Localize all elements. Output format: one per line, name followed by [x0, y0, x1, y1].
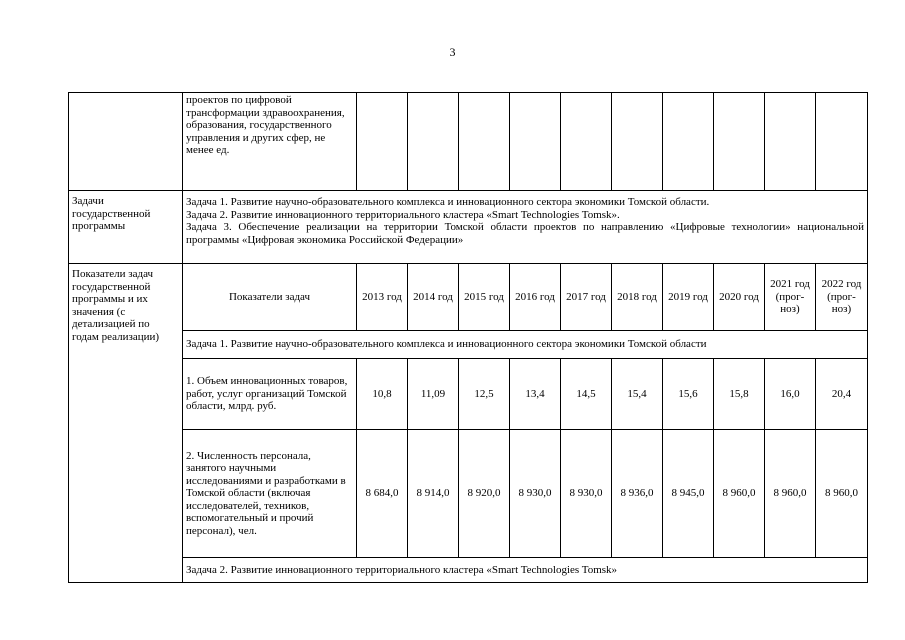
empty-value-cell [459, 93, 510, 191]
year-header: 2021 год (прог-ноз) [765, 264, 816, 331]
indicator-value: 10,8 [357, 359, 408, 430]
empty-value-cell [714, 93, 765, 191]
indicator-row [69, 359, 868, 430]
indicator-row [69, 430, 868, 558]
task-item: Задача 2. Развитие инновационного территориального кластера «Smart Technologies Tomsk». [186, 208, 620, 221]
indicator-name: 2. Численность персонала, занятого научными исследованиями и разработками в Томской области (включая исследователей, техников, вспомогательный и прочий персонал), чел. [183, 430, 357, 558]
indicator-value: 8 684,0 [357, 430, 408, 558]
task2-title-row [69, 558, 868, 583]
indicator-value: 8 945,0 [663, 430, 714, 558]
year-header: 2018 год [612, 264, 663, 331]
year-header: 2014 год [408, 264, 459, 331]
indicator-value: 13,4 [510, 359, 561, 430]
indicators-label: Показатели задач государственной программы и их значения (с детализацией по годам реализации) [69, 264, 183, 583]
indicator-value: 8 960,0 [765, 430, 816, 558]
year-header: 2019 год [663, 264, 714, 331]
year-header: 2020 год [714, 264, 765, 331]
empty-value-cell [765, 93, 816, 191]
indicator-value: 11,09 [408, 359, 459, 430]
indicator-value: 14,5 [561, 359, 612, 430]
tasks-label: Задачи государственной программы [69, 191, 183, 264]
empty-value-cell [408, 93, 459, 191]
indicator-value: 15,8 [714, 359, 765, 430]
empty-value-cell [357, 93, 408, 191]
indicator-value: 12,5 [459, 359, 510, 430]
indicator-value: 16,0 [765, 359, 816, 430]
indicator-value: 8 914,0 [408, 430, 459, 558]
indicator-name: 1. Объем инновационных товаров, работ, услуг организаций Томской области, млрд. руб. [183, 359, 357, 430]
task2-title: Задача 2. Развитие инновационного территориального кластера «Smart Technologies Tomsk» [183, 558, 868, 583]
continuation-row [69, 93, 868, 191]
indicator-value: 8 960,0 [714, 430, 765, 558]
indicators-column-header: Показатели задач [183, 264, 357, 331]
indicator-value: 8 930,0 [561, 430, 612, 558]
year-header: 2022 год (прог-ноз) [816, 264, 868, 331]
task-item: Задача 3. Обеспечение реализации на территории Томской области проектов по направлению «Цифровые технологии» национальной программы «Цифровая экономика Российской Федерации» [186, 221, 864, 246]
indicator-value: 8 960,0 [816, 430, 868, 558]
year-header: 2016 год [510, 264, 561, 331]
indicators-header-row [69, 264, 868, 331]
year-header: 2013 год [357, 264, 408, 331]
indicator-value: 8 920,0 [459, 430, 510, 558]
indicator-value: 20,4 [816, 359, 868, 430]
year-header: 2017 год [561, 264, 612, 331]
empty-left-cell [69, 93, 183, 191]
indicator-value: 8 936,0 [612, 430, 663, 558]
empty-value-cell [612, 93, 663, 191]
year-header: 2015 год [459, 264, 510, 331]
program-table [68, 92, 868, 583]
tasks-row [69, 191, 868, 264]
task-item: Задача 1. Развитие научно-образовательного комплекса и инновационного сектора экономики Томской области. [186, 196, 710, 208]
page-number: 3 [449, 45, 456, 59]
empty-value-cell [510, 93, 561, 191]
indicator-value: 15,6 [663, 359, 714, 430]
tasks-list [183, 191, 868, 264]
task1-title: Задача 1. Развитие научно-образовательного комплекса и инновационного сектора экономики Томской области [183, 331, 868, 359]
task1-title-row [69, 331, 868, 359]
empty-value-cell [816, 93, 868, 191]
empty-value-cell [561, 93, 612, 191]
indicator-value: 8 930,0 [510, 430, 561, 558]
continuation-text: проектов по цифровой трансформации здравоохранения, образования, государственного управления и других сфер, не менее ед. [183, 93, 357, 191]
indicator-value: 15,4 [612, 359, 663, 430]
empty-value-cell [663, 93, 714, 191]
